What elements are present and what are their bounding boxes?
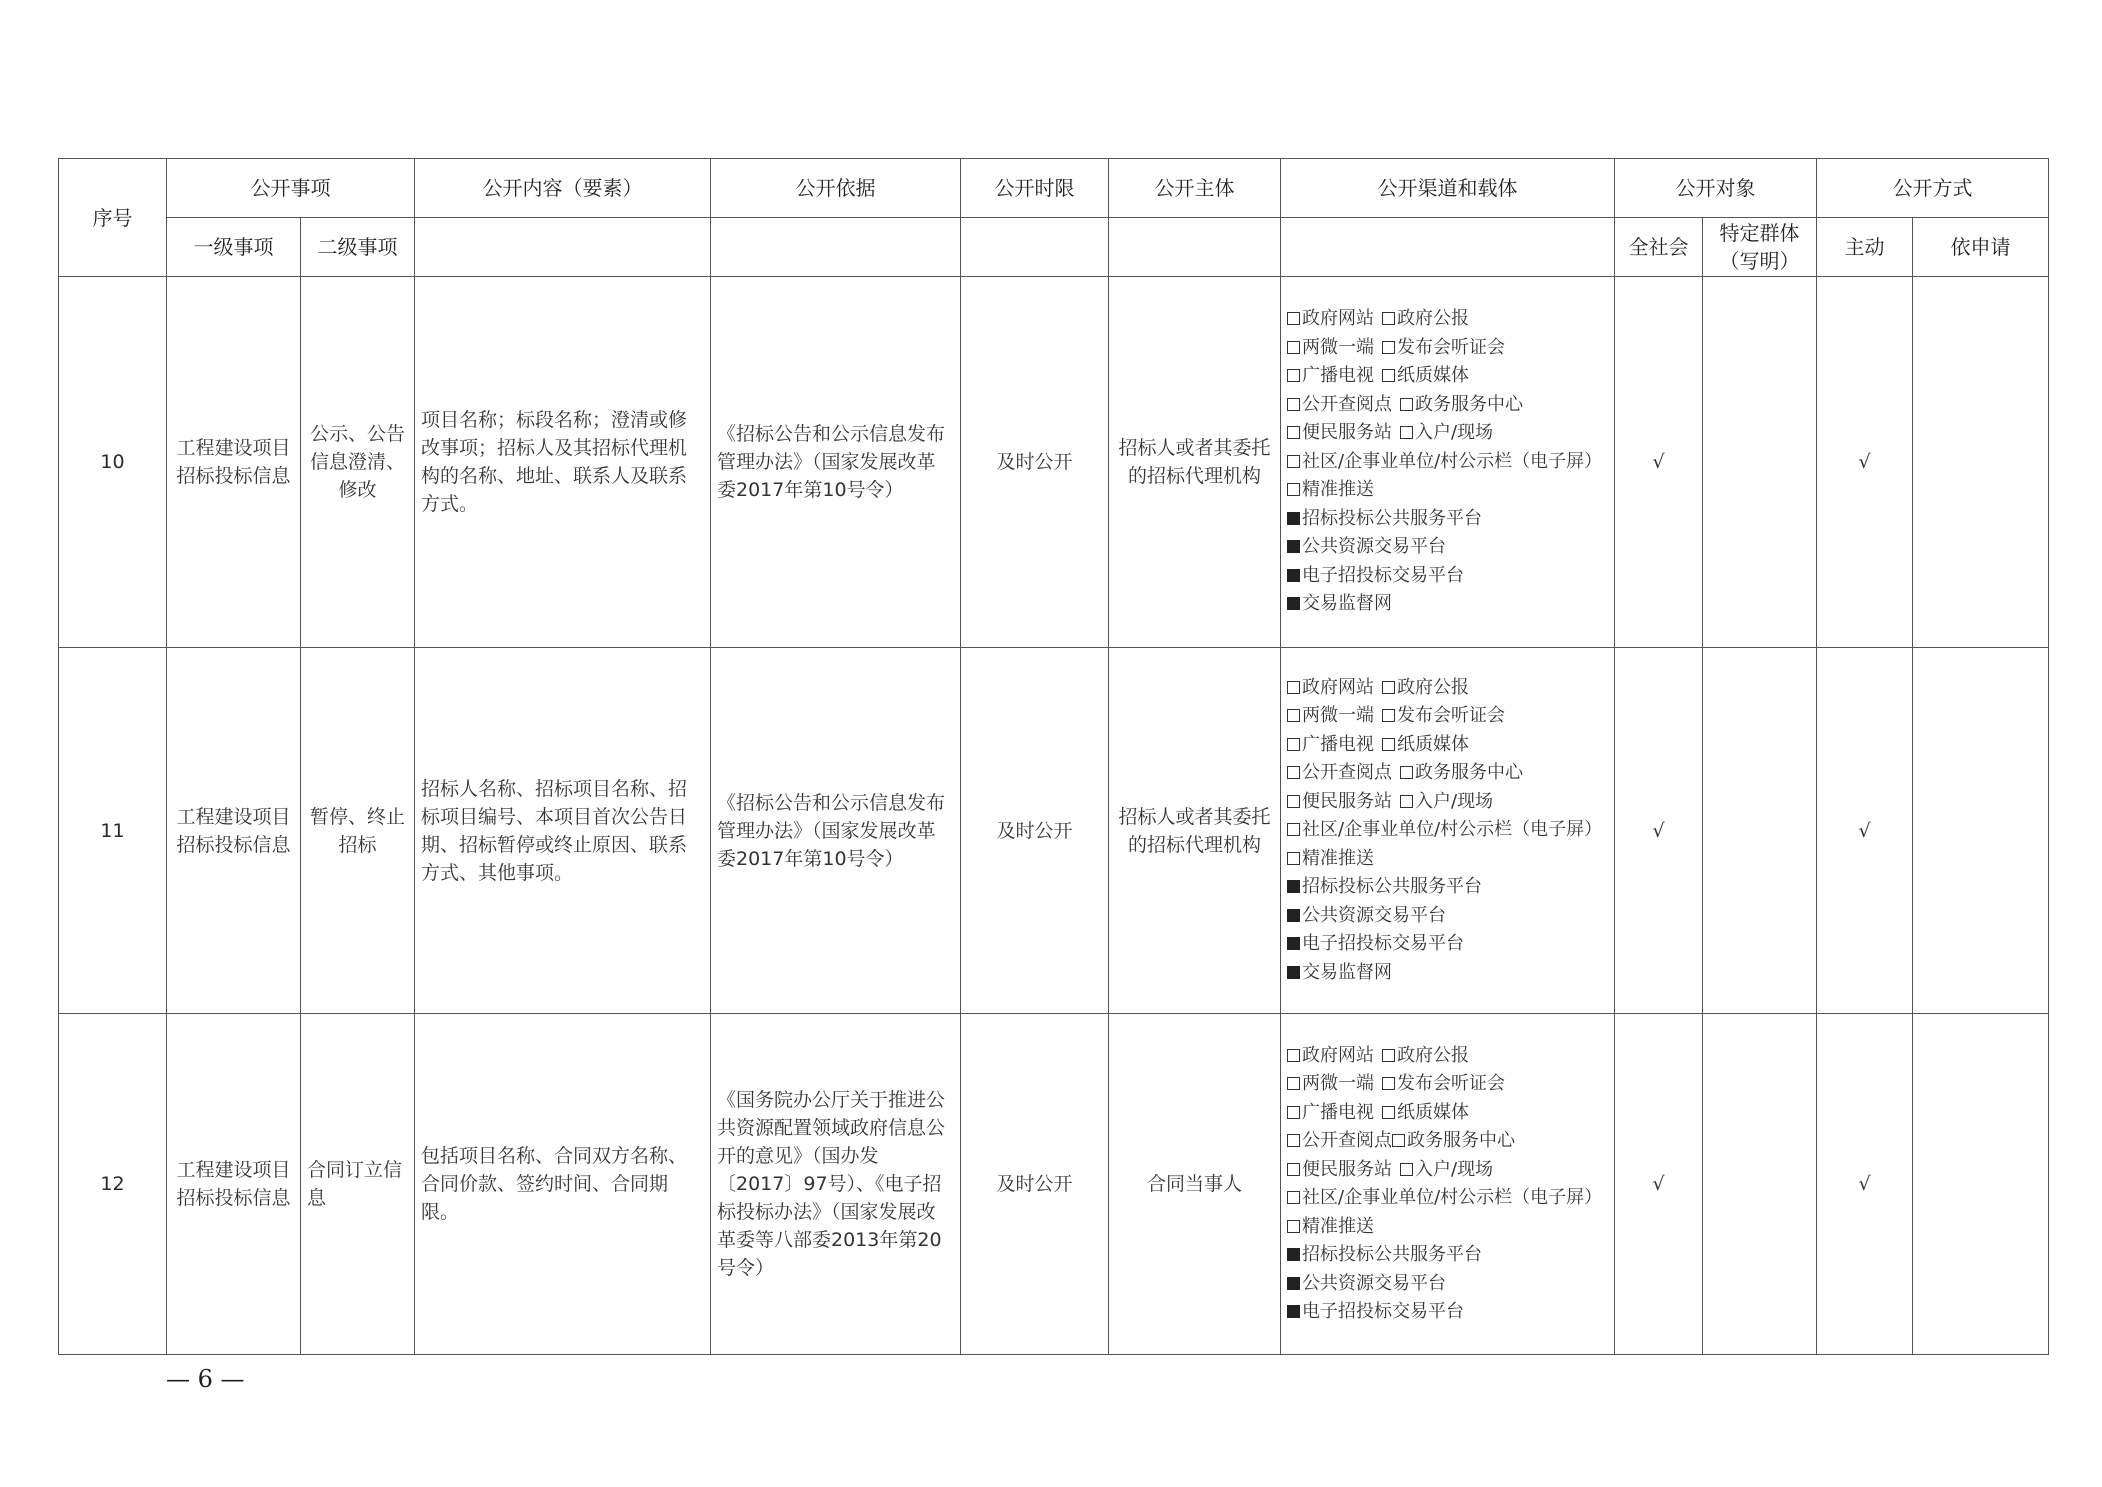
checkbox-filled-icon: [1287, 1248, 1300, 1261]
checkbox-empty-icon: [1287, 455, 1300, 468]
checkbox-filled-icon: [1287, 512, 1300, 525]
cell-seq: 10: [59, 277, 167, 648]
channel-label: 政府公报: [1397, 308, 1469, 330]
channel-label: 社区/企事业单位/村公示栏（电子屏）: [1302, 819, 1603, 841]
checkbox-empty-icon: [1287, 1049, 1300, 1062]
cell-time-limit: 及时公开: [961, 277, 1109, 648]
channel-line: [1287, 759, 1608, 788]
cell-proactive: √: [1817, 648, 1913, 1014]
cell-time-limit: 及时公开: [961, 648, 1109, 1014]
checkbox-empty-icon: [1287, 483, 1300, 496]
channel-line: [1287, 731, 1608, 760]
checkbox-empty-icon: [1400, 426, 1413, 439]
channel-line: [1287, 1270, 1608, 1299]
checkbox-empty-icon: [1400, 1163, 1413, 1176]
header-time-limit: 公开时限: [961, 159, 1109, 218]
cell-channels: [1281, 277, 1615, 648]
header-content: 公开内容（要素）: [415, 159, 711, 218]
checkbox-filled-icon: [1287, 966, 1300, 979]
channel-line: [1287, 505, 1608, 534]
channel-label: 政务服务中心: [1415, 393, 1523, 415]
cell-whole-society: √: [1615, 1014, 1703, 1355]
channel-line: [1287, 1099, 1608, 1128]
channel-line: [1287, 305, 1608, 334]
header-disclosure-item: 公开事项: [167, 159, 415, 218]
checkbox-empty-icon: [1287, 398, 1300, 411]
header-level1: 一级事项: [167, 218, 301, 277]
cell-channels: [1281, 648, 1615, 1014]
checkbox-empty-icon: [1287, 738, 1300, 751]
checkbox-filled-icon: [1287, 1277, 1300, 1290]
channel-list: [1287, 305, 1608, 619]
cell-whole-society: √: [1615, 648, 1703, 1014]
cell-specific-group: [1703, 648, 1817, 1014]
cell-basis: 《国务院办公厅关于推进公共资源配置领域政府信息公开的意见》（国办发〔2017〕97号）、《电子招标投标办法》（国家发展改革委等八部委2013年第20号令）: [711, 1014, 961, 1355]
channel-line: [1287, 562, 1608, 591]
channel-label: 公共资源交易平台: [1302, 1272, 1446, 1294]
channel-label: 公开查阅点: [1302, 1130, 1392, 1151]
channel-label: 社区/企事业单位/村公示栏（电子屏）: [1302, 450, 1603, 472]
channel-line: [1287, 533, 1608, 562]
header-proactive: 主动: [1817, 218, 1913, 277]
table-row: [59, 1014, 2049, 1355]
cell-level2: 暂停、终止招标: [301, 648, 415, 1014]
checkbox-empty-icon: [1287, 1106, 1300, 1119]
page-number: — 6 —: [166, 1365, 245, 1393]
checkbox-empty-icon: [1287, 852, 1300, 865]
checkbox-empty-icon: [1287, 795, 1300, 808]
header-level2: 二级事项: [301, 218, 415, 277]
channel-label: 政府网站: [1302, 308, 1374, 330]
cell-on-request: [1913, 277, 2049, 648]
cell-proactive: √: [1817, 1014, 1913, 1355]
channel-label: 纸质媒体: [1397, 1101, 1469, 1123]
channel-line: [1287, 1156, 1608, 1185]
checkbox-empty-icon: [1287, 681, 1300, 694]
cell-subject: 招标人或者其委托的招标代理机构: [1109, 277, 1281, 648]
cell-level1: 工程建设项目招标投标信息: [167, 277, 301, 648]
checkbox-empty-icon: [1287, 1134, 1300, 1147]
checkbox-empty-icon: [1287, 709, 1300, 722]
cell-seq: 12: [59, 1014, 167, 1355]
channel-list: [1287, 1042, 1608, 1327]
channel-line: [1287, 674, 1608, 703]
channel-label: 政务服务中心: [1407, 1130, 1515, 1151]
channel-label: 精准推送: [1302, 479, 1374, 501]
channel-line: [1287, 873, 1608, 902]
checkbox-empty-icon: [1287, 1077, 1300, 1090]
channel-line: [1287, 419, 1608, 448]
channel-line: [1287, 362, 1608, 391]
channel-line: [1287, 788, 1608, 817]
checkbox-empty-icon: [1287, 369, 1300, 382]
channel-label: 公共资源交易平台: [1302, 536, 1446, 558]
checkbox-empty-icon: [1287, 341, 1300, 354]
cell-subject: 招标人或者其委托的招标代理机构: [1109, 648, 1281, 1014]
cell-content: 招标人名称、招标项目名称、招标项目编号、本项目首次公告日期、招标暂停或终止原因、联系方式、其他事项。: [415, 648, 711, 1014]
checkbox-filled-icon: [1287, 569, 1300, 582]
channel-list: [1287, 674, 1608, 988]
channel-label: 入户/现场: [1415, 1158, 1494, 1180]
checkbox-empty-icon: [1382, 681, 1395, 694]
channel-label: 社区/企事业单位/村公示栏（电子屏）: [1302, 1187, 1603, 1208]
cell-level2: 公示、公告信息澄清、修改: [301, 277, 415, 648]
cell-specific-group: [1703, 277, 1817, 648]
channel-label: 招标投标公共服务平台: [1302, 1244, 1482, 1265]
channel-line: [1287, 476, 1608, 505]
channel-line: [1287, 902, 1608, 931]
channel-label: 纸质媒体: [1397, 733, 1469, 755]
cell-subject: 合同当事人: [1109, 1014, 1281, 1355]
checkbox-filled-icon: [1287, 909, 1300, 922]
channel-label: 发布会听证会: [1397, 705, 1505, 727]
channel-label: 电子招投标交易平台: [1302, 933, 1464, 955]
channel-label: 交易监督网: [1302, 961, 1392, 983]
checkbox-empty-icon: [1287, 766, 1300, 779]
channel-label: 便民服务站: [1302, 1158, 1392, 1180]
table-row: [59, 277, 2049, 648]
cell-level1: 工程建设项目招标投标信息: [167, 1014, 301, 1355]
channel-line: [1287, 334, 1608, 363]
channel-label: 精准推送: [1302, 847, 1374, 869]
channel-label: 精准推送: [1302, 1215, 1374, 1237]
channel-label: 政府网站: [1302, 676, 1374, 698]
checkbox-empty-icon: [1400, 795, 1413, 808]
checkbox-empty-icon: [1287, 426, 1300, 439]
header-subject-blank: [1109, 218, 1281, 277]
channel-label: 发布会听证会: [1397, 336, 1505, 358]
header-row-2: [59, 218, 2049, 277]
cell-basis: 《招标公告和公示信息发布管理办法》（国家发展改革委2017年第10号令）: [711, 277, 961, 648]
channel-line: [1287, 391, 1608, 420]
header-channels: 公开渠道和载体: [1281, 159, 1615, 218]
cell-content: 项目名称；标段名称；澄清或修改事项；招标人及其招标代理机构的名称、地址、联系人及联系方式。: [415, 277, 711, 648]
checkbox-empty-icon: [1382, 341, 1395, 354]
channel-line: [1287, 590, 1608, 619]
checkbox-empty-icon: [1287, 1191, 1300, 1204]
channel-label: 公开查阅点: [1302, 393, 1392, 415]
channel-label: 便民服务站: [1302, 422, 1392, 444]
disclosure-table: [58, 158, 2049, 1355]
checkbox-empty-icon: [1382, 1077, 1395, 1090]
channel-label: 两微一端: [1302, 336, 1374, 358]
header-seq: 序号: [59, 159, 167, 277]
cell-basis: 《招标公告和公示信息发布管理办法》（国家发展改革委2017年第10号令）: [711, 648, 961, 1014]
header-audience: 公开对象: [1615, 159, 1817, 218]
channel-label: 招标投标公共服务平台: [1302, 507, 1482, 529]
channel-label: 交易监督网: [1302, 593, 1392, 615]
checkbox-empty-icon: [1382, 312, 1395, 325]
channel-label: 发布会听证会: [1397, 1073, 1505, 1094]
channel-line: [1287, 1127, 1608, 1156]
header-specific-group: 特定群体（写明）: [1703, 218, 1817, 277]
channel-line: [1287, 1042, 1608, 1071]
channel-label: 两微一端: [1302, 1073, 1374, 1094]
channel-label: 广播电视: [1302, 1101, 1374, 1123]
channel-label: 纸质媒体: [1397, 365, 1469, 387]
cell-on-request: [1913, 648, 2049, 1014]
checkbox-empty-icon: [1287, 312, 1300, 325]
channel-line: [1287, 448, 1608, 477]
checkbox-empty-icon: [1287, 1220, 1300, 1233]
cell-proactive: √: [1817, 277, 1913, 648]
header-on-request: 依申请: [1913, 218, 2049, 277]
channel-label: 政务服务中心: [1415, 762, 1523, 784]
channel-label: 广播电视: [1302, 365, 1374, 387]
channel-label: 公开查阅点: [1302, 762, 1392, 784]
checkbox-empty-icon: [1392, 1134, 1405, 1147]
channel-line: [1287, 1241, 1608, 1270]
cell-whole-society: √: [1615, 277, 1703, 648]
checkbox-empty-icon: [1382, 369, 1395, 382]
cell-on-request: [1913, 1014, 2049, 1355]
checkbox-empty-icon: [1382, 1049, 1395, 1062]
header-whole-society: 全社会: [1615, 218, 1703, 277]
channel-line: [1287, 702, 1608, 731]
header-subject: 公开主体: [1109, 159, 1281, 218]
header-basis-blank: [711, 218, 961, 277]
channel-line: [1287, 1298, 1608, 1327]
channel-label: 公共资源交易平台: [1302, 904, 1446, 926]
channel-label: 便民服务站: [1302, 790, 1392, 812]
channel-label: 招标投标公共服务平台: [1302, 876, 1482, 898]
channel-label: 广播电视: [1302, 733, 1374, 755]
cell-level1: 工程建设项目招标投标信息: [167, 648, 301, 1014]
header-row-1: [59, 159, 2049, 218]
checkbox-filled-icon: [1287, 880, 1300, 893]
checkbox-empty-icon: [1382, 709, 1395, 722]
header-basis: 公开依据: [711, 159, 961, 218]
cell-content: 包括项目名称、合同双方名称、合同价款、签约时间、合同期限。: [415, 1014, 711, 1355]
header-channels-blank: [1281, 218, 1615, 277]
checkbox-filled-icon: [1287, 597, 1300, 610]
channel-label: 政府网站: [1302, 1044, 1374, 1066]
channel-label: 入户/现场: [1415, 422, 1494, 444]
channel-line: [1287, 845, 1608, 874]
checkbox-empty-icon: [1287, 1163, 1300, 1176]
channel-label: 入户/现场: [1415, 790, 1494, 812]
channel-label: 政府公报: [1397, 1044, 1469, 1066]
header-method: 公开方式: [1817, 159, 2049, 218]
channel-label: 电子招投标交易平台: [1302, 1301, 1464, 1322]
cell-specific-group: [1703, 1014, 1817, 1355]
channel-line: [1287, 959, 1608, 988]
cell-time-limit: 及时公开: [961, 1014, 1109, 1355]
channel-label: 电子招投标交易平台: [1302, 564, 1464, 586]
checkbox-filled-icon: [1287, 937, 1300, 950]
checkbox-filled-icon: [1287, 540, 1300, 553]
channel-line: [1287, 930, 1608, 959]
checkbox-filled-icon: [1287, 1305, 1300, 1318]
channel-line: [1287, 1184, 1608, 1213]
cell-seq: 11: [59, 648, 167, 1014]
checkbox-empty-icon: [1400, 398, 1413, 411]
channel-label: 政府公报: [1397, 676, 1469, 698]
checkbox-empty-icon: [1287, 823, 1300, 836]
channel-line: [1287, 816, 1608, 845]
checkbox-empty-icon: [1382, 738, 1395, 751]
channel-line: [1287, 1213, 1608, 1242]
header-content-blank: [415, 218, 711, 277]
cell-channels: [1281, 1014, 1615, 1355]
table-row: [59, 648, 2049, 1014]
channel-label: 两微一端: [1302, 705, 1374, 727]
checkbox-empty-icon: [1382, 1106, 1395, 1119]
channel-line: [1287, 1070, 1608, 1099]
cell-level2: 合同订立信息: [301, 1014, 415, 1355]
header-time-limit-blank: [961, 218, 1109, 277]
checkbox-empty-icon: [1400, 766, 1413, 779]
